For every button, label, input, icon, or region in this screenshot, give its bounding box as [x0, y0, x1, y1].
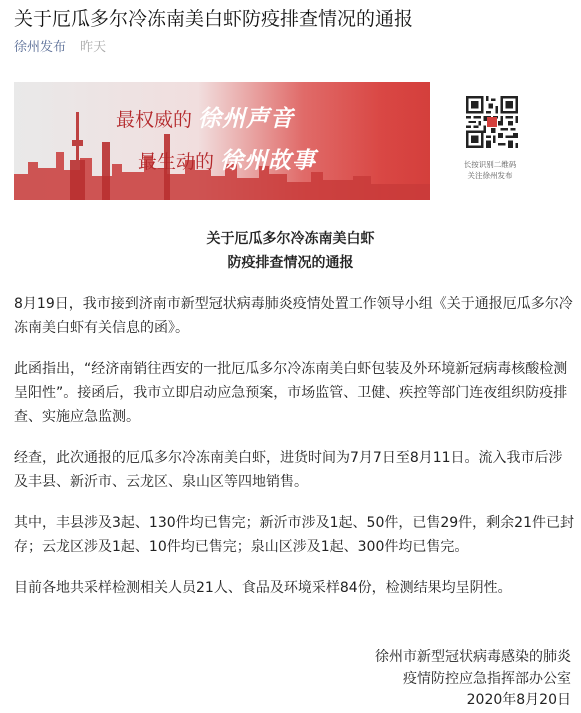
qr-caption-1: 长按识别二维码 [463, 160, 517, 169]
slogan-1-prefix: 最权威的 [116, 109, 193, 131]
notice-paragraph-5: 目前各地共采样检测相关人员21人、食品及环境采样84份，检测结果均呈阴性。 [14, 580, 512, 596]
notice-paragraph-3: 经查，此次通报的厄瓜多尔冷冻南美白虾，进货时间为7月7日至8月11日。流入我市后涉及丰县、新沂市、云龙区、泉山区等四地销售。 [14, 450, 563, 490]
source-account-link[interactable]: 徐州发布 [14, 40, 67, 55]
signature-line-2: 疫情防控应急指挥部办公室 [403, 671, 571, 687]
publish-time: 昨天 [80, 40, 107, 55]
promo-banner [14, 82, 540, 200]
qr-code-icon[interactable] [466, 96, 518, 148]
banner-slogan-1 [116, 100, 294, 133]
slogan-1-script: 徐州声音 [198, 105, 295, 132]
notice-title-line-2: 防疫排查情况的通报 [227, 255, 354, 271]
notice-title-line-1: 关于厄瓜多尔冷冻南美白虾 [206, 231, 375, 247]
signature-line-1: 徐州市新型冠状病毒感染的肺炎 [375, 649, 571, 665]
notice-paragraph-1: 8月19日，我市接到济南市新型冠状病毒肺炎疫情处置工作领导小组《关于通报厄瓜多尔冷冻南美白虾有关信息的函》。 [14, 296, 573, 336]
article-title: 关于厄瓜多尔冷冻南美白虾防疫排查情况的通报 [14, 8, 414, 30]
slogan-2-script: 徐州故事 [220, 147, 317, 174]
notice-paragraph-4: 其中，丰县涉及3起、130件均已售完；新沂市涉及1起、50件，已售29件，剩余21件已封存；云龙区涉及1起、10件均已售完；泉山区涉及1起、300件均已售完。 [14, 515, 574, 555]
article-meta [14, 40, 106, 56]
notice-paragraph-2: 此函指出，“经济南销往西安的一批厄瓜多尔冷冻南美白虾包装及外环境新冠病毒核酸检测呈阳性”。接函后，我市立即启动应急预案，市场监管、卫健、疾控等部门连夜组织防疫排查、实施应急监测。 [14, 361, 568, 425]
qr-caption-2: 关注徐州发布 [467, 171, 513, 180]
banner-slogan-2 [138, 142, 316, 175]
slogan-2-prefix: 最生动的 [138, 151, 215, 173]
notice-date: 2020年8月20日 [466, 692, 571, 708]
